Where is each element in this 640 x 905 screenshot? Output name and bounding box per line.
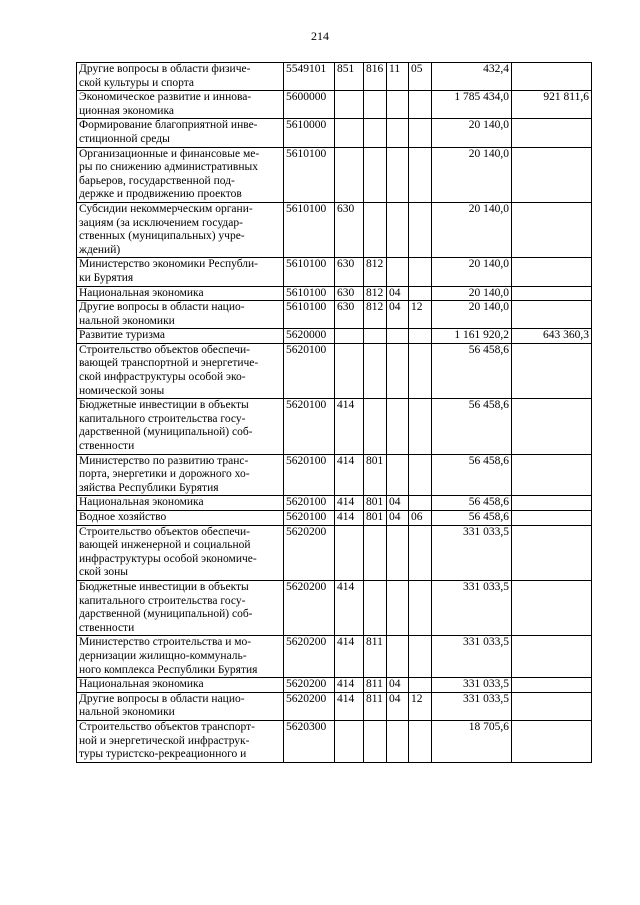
cell-subsection — [409, 343, 432, 398]
cell-target-code: 5620100 — [284, 343, 335, 398]
cell-item-name — [77, 496, 284, 511]
cell-section: 04 — [387, 678, 409, 693]
cell-target-code: 5610100 — [284, 301, 335, 329]
cell-section — [387, 454, 409, 496]
cell-subsection — [409, 580, 432, 635]
table-body — [77, 63, 592, 763]
cell-item-name — [77, 63, 284, 91]
item-name-line: капитального строительства госу- — [79, 412, 246, 425]
cell-subsection — [409, 286, 432, 301]
cell-target-code: 5620000 — [284, 329, 335, 344]
cell-expense-type: 414 — [335, 496, 364, 511]
cell-subsection — [409, 636, 432, 678]
item-name-line: дарственной (муниципальной) соб- — [79, 426, 253, 439]
cell-expense-type: 630 — [335, 301, 364, 329]
cell-expense-type — [335, 329, 364, 344]
item-name-line: Министерство строительства и мо- — [79, 636, 252, 649]
item-name-line: Формирование благоприятной инве- — [79, 119, 258, 132]
cell-administrator — [364, 147, 387, 202]
cell-expense-type: 414 — [335, 678, 364, 693]
item-name-line: вающей инженерной и социальной — [79, 539, 251, 552]
cell-amount-total: 20 140,0 — [432, 202, 512, 257]
cell-amount-extra — [512, 399, 592, 454]
cell-administrator: 801 — [364, 496, 387, 511]
item-name-line: барьеров, государственной под- — [79, 174, 235, 187]
cell-amount-total: 20 140,0 — [432, 286, 512, 301]
item-name-line: нальной экономики — [79, 314, 175, 327]
table-row — [77, 511, 592, 526]
cell-expense-type — [335, 91, 364, 119]
cell-item-name — [77, 258, 284, 286]
cell-administrator — [364, 91, 387, 119]
item-name-line: дернизации жилищно-коммуналь- — [79, 649, 247, 662]
cell-administrator: 811 — [364, 692, 387, 720]
cell-section — [387, 119, 409, 147]
cell-amount-extra — [512, 63, 592, 91]
cell-amount-extra — [512, 147, 592, 202]
cell-amount-total: 331 033,5 — [432, 580, 512, 635]
cell-expense-type: 630 — [335, 258, 364, 286]
cell-target-code: 5620200 — [284, 678, 335, 693]
cell-administrator: 801 — [364, 454, 387, 496]
item-name-line: ционная экономика — [79, 104, 174, 117]
cell-administrator: 816 — [364, 63, 387, 91]
cell-subsection: 12 — [409, 692, 432, 720]
item-name-line: Субсидии некоммерческим органи- — [79, 202, 253, 215]
cell-item-name — [77, 202, 284, 257]
cell-target-code: 5620200 — [284, 692, 335, 720]
table-row — [77, 91, 592, 119]
cell-target-code: 5610100 — [284, 147, 335, 202]
cell-target-code: 5610100 — [284, 202, 335, 257]
cell-item-name — [77, 399, 284, 454]
cell-target-code: 5620100 — [284, 399, 335, 454]
cell-target-code: 5610000 — [284, 119, 335, 147]
item-name-line: ственности — [79, 621, 135, 634]
cell-item-name — [77, 636, 284, 678]
cell-amount-extra — [512, 580, 592, 635]
cell-item-name — [77, 454, 284, 496]
cell-amount-total: 1 785 434,0 — [432, 91, 512, 119]
cell-section: 04 — [387, 301, 409, 329]
cell-amount-total: 331 033,5 — [432, 525, 512, 580]
cell-administrator — [364, 399, 387, 454]
item-name-line: ственных (муниципальных) учре- — [79, 230, 245, 243]
cell-administrator: 811 — [364, 678, 387, 693]
cell-subsection — [409, 202, 432, 257]
cell-section — [387, 636, 409, 678]
item-name-line: ской инфраструктуры особой эко- — [79, 371, 246, 384]
item-name-line: нальной экономики — [79, 706, 175, 719]
cell-target-code: 5620200 — [284, 636, 335, 678]
cell-section — [387, 147, 409, 202]
cell-amount-extra: 643 360,3 — [512, 329, 592, 344]
cell-subsection — [409, 91, 432, 119]
table-row — [77, 692, 592, 720]
cell-item-name — [77, 525, 284, 580]
cell-expense-type — [335, 525, 364, 580]
item-name-line: Водное хозяйство — [79, 511, 167, 523]
cell-administrator: 801 — [364, 511, 387, 526]
item-name-line: порта, энергетики и дорожного хо- — [79, 468, 250, 481]
cell-administrator: 811 — [364, 636, 387, 678]
cell-target-code: 5620100 — [284, 454, 335, 496]
cell-amount-extra: 921 811,6 — [512, 91, 592, 119]
cell-item-name — [77, 329, 284, 344]
table-row — [77, 202, 592, 257]
table-row — [77, 678, 592, 693]
cell-amount-extra — [512, 720, 592, 762]
cell-amount-total: 56 458,6 — [432, 496, 512, 511]
cell-subsection: 12 — [409, 301, 432, 329]
table-row — [77, 329, 592, 344]
cell-section — [387, 91, 409, 119]
cell-item-name — [77, 91, 284, 119]
cell-subsection — [409, 525, 432, 580]
cell-expense-type — [335, 147, 364, 202]
cell-amount-extra — [512, 636, 592, 678]
cell-expense-type: 414 — [335, 399, 364, 454]
cell-amount-total: 331 033,5 — [432, 636, 512, 678]
table-row — [77, 301, 592, 329]
cell-amount-total: 331 033,5 — [432, 692, 512, 720]
cell-subsection — [409, 399, 432, 454]
cell-section — [387, 202, 409, 257]
item-name-line: Бюджетные инвестиции в объекты — [79, 580, 249, 593]
cell-target-code: 5620100 — [284, 496, 335, 511]
cell-section — [387, 525, 409, 580]
cell-amount-extra — [512, 525, 592, 580]
item-name-line: инфраструктуры особой экономиче- — [79, 552, 257, 565]
item-name-line: Министерство экономики Республи- — [79, 258, 258, 271]
item-name-line: ры по снижению административных — [79, 161, 258, 174]
item-name-line: Национальная экономика — [79, 286, 204, 299]
cell-target-code: 5600000 — [284, 91, 335, 119]
cell-target-code: 5549101 — [284, 63, 335, 91]
cell-expense-type: 630 — [335, 202, 364, 257]
cell-expense-type: 414 — [335, 511, 364, 526]
item-name-line: ственности — [79, 440, 135, 453]
cell-amount-total: 20 140,0 — [432, 119, 512, 147]
cell-amount-total: 20 140,0 — [432, 147, 512, 202]
item-name-line: Национальная экономика — [79, 496, 204, 509]
cell-item-name — [77, 343, 284, 398]
cell-subsection — [409, 678, 432, 693]
cell-amount-total: 56 458,6 — [432, 343, 512, 398]
budget-table — [76, 62, 592, 763]
cell-amount-total: 56 458,6 — [432, 511, 512, 526]
cell-section — [387, 258, 409, 286]
cell-expense-type: 414 — [335, 454, 364, 496]
cell-item-name — [77, 720, 284, 762]
cell-expense-type: 414 — [335, 636, 364, 678]
cell-amount-extra — [512, 343, 592, 398]
cell-subsection — [409, 119, 432, 147]
item-name-line: Организационные и финансовые ме- — [79, 147, 260, 160]
table-row — [77, 286, 592, 301]
item-name-line: номической зоны — [79, 384, 165, 397]
cell-amount-total: 18 705,6 — [432, 720, 512, 762]
table-row — [77, 343, 592, 398]
cell-amount-extra — [512, 678, 592, 693]
item-name-line: Национальная экономика — [79, 678, 204, 691]
cell-target-code: 5620200 — [284, 580, 335, 635]
cell-amount-extra — [512, 258, 592, 286]
cell-administrator — [364, 343, 387, 398]
table-row — [77, 63, 592, 91]
cell-administrator — [364, 329, 387, 344]
item-name-line: Другие вопросы в области нацио- — [79, 692, 245, 705]
cell-expense-type — [335, 119, 364, 147]
table-row — [77, 496, 592, 511]
table-row — [77, 119, 592, 147]
cell-administrator — [364, 580, 387, 635]
cell-expense-type — [335, 343, 364, 398]
cell-section — [387, 580, 409, 635]
cell-section: 04 — [387, 496, 409, 511]
cell-amount-total: 20 140,0 — [432, 301, 512, 329]
cell-item-name — [77, 301, 284, 329]
item-name-line: капитального строительства госу- — [79, 594, 246, 607]
cell-expense-type: 414 — [335, 692, 364, 720]
cell-amount-extra — [512, 496, 592, 511]
cell-subsection — [409, 496, 432, 511]
item-name-line: Министерство по развитию транс- — [79, 454, 249, 467]
cell-administrator — [364, 119, 387, 147]
cell-subsection — [409, 329, 432, 344]
table-row — [77, 720, 592, 762]
cell-administrator — [364, 525, 387, 580]
cell-expense-type: 414 — [335, 580, 364, 635]
cell-section: 04 — [387, 286, 409, 301]
item-name-line: Строительство объектов обеспечи- — [79, 525, 250, 538]
cell-subsection: 05 — [409, 63, 432, 91]
cell-item-name — [77, 678, 284, 693]
table-row — [77, 580, 592, 635]
cell-amount-extra — [512, 692, 592, 720]
item-name-line: Строительство объектов транспорт- — [79, 720, 255, 733]
item-name-line: туры туристско-рекреационного и — [79, 748, 247, 761]
item-name-line: Строительство объектов обеспечи- — [79, 343, 250, 356]
cell-target-code: 5620200 — [284, 525, 335, 580]
cell-administrator: 812 — [364, 301, 387, 329]
cell-amount-total: 331 033,5 — [432, 678, 512, 693]
cell-section: 04 — [387, 692, 409, 720]
item-name-line: Развитие туризма — [79, 329, 165, 342]
item-name-line: ждений) — [79, 243, 121, 256]
cell-amount-extra — [512, 454, 592, 496]
cell-amount-extra — [512, 301, 592, 329]
item-name-line: ной и энергетической инфраструк- — [79, 734, 250, 747]
cell-section — [387, 720, 409, 762]
cell-amount-extra — [512, 511, 592, 526]
table-row — [77, 525, 592, 580]
page-number: 214 — [311, 29, 329, 43]
cell-section: 11 — [387, 63, 409, 91]
item-name-line: зяйства Республики Бурятия — [79, 481, 219, 494]
item-name-line: стиционной среды — [79, 132, 170, 145]
table-row — [77, 399, 592, 454]
cell-amount-extra — [512, 202, 592, 257]
cell-section — [387, 343, 409, 398]
table-row — [77, 454, 592, 496]
cell-amount-extra — [512, 119, 592, 147]
cell-expense-type: 851 — [335, 63, 364, 91]
cell-target-code: 5610100 — [284, 258, 335, 286]
cell-section: 04 — [387, 511, 409, 526]
cell-amount-total: 56 458,6 — [432, 399, 512, 454]
item-name-line: дарственной (муниципальной) соб- — [79, 608, 253, 621]
item-name-line: ки Бурятия — [79, 271, 134, 284]
cell-subsection — [409, 720, 432, 762]
cell-section — [387, 399, 409, 454]
cell-item-name — [77, 119, 284, 147]
cell-subsection — [409, 147, 432, 202]
cell-expense-type — [335, 720, 364, 762]
cell-item-name — [77, 286, 284, 301]
cell-administrator — [364, 720, 387, 762]
cell-item-name — [77, 580, 284, 635]
cell-expense-type: 630 — [335, 286, 364, 301]
cell-amount-total: 20 140,0 — [432, 258, 512, 286]
cell-item-name — [77, 511, 284, 526]
cell-subsection — [409, 258, 432, 286]
item-name-line: Экономическое развитие и иннова- — [79, 91, 252, 104]
cell-subsection — [409, 454, 432, 496]
cell-item-name — [77, 147, 284, 202]
item-name-line: ской зоны — [79, 566, 128, 579]
cell-target-code: 5610100 — [284, 286, 335, 301]
cell-administrator: 812 — [364, 258, 387, 286]
table-row — [77, 258, 592, 286]
cell-administrator — [364, 202, 387, 257]
item-name-line: Другие вопросы в области физиче- — [79, 63, 251, 75]
cell-amount-total: 56 458,6 — [432, 454, 512, 496]
item-name-line: держке и продвижению проектов — [79, 188, 242, 201]
item-name-line: зациям (за исключением государ- — [79, 216, 243, 229]
cell-amount-total: 1 161 920,2 — [432, 329, 512, 344]
cell-administrator: 812 — [364, 286, 387, 301]
item-name-line: ного комплекса Республики Бурятия — [79, 663, 258, 676]
cell-item-name — [77, 692, 284, 720]
table-row — [77, 636, 592, 678]
item-name-line: Бюджетные инвестиции в объекты — [79, 399, 249, 412]
cell-subsection: 06 — [409, 511, 432, 526]
item-name-line: ской культуры и спорта — [79, 76, 194, 89]
cell-target-code: 5620300 — [284, 720, 335, 762]
table-row — [77, 147, 592, 202]
item-name-line: вающей транспортной и энергетиче- — [79, 357, 259, 370]
cell-target-code: 5620100 — [284, 511, 335, 526]
cell-section — [387, 329, 409, 344]
cell-amount-extra — [512, 286, 592, 301]
cell-amount-total: 432,4 — [432, 63, 512, 91]
item-name-line: Другие вопросы в области нацио- — [79, 301, 245, 314]
